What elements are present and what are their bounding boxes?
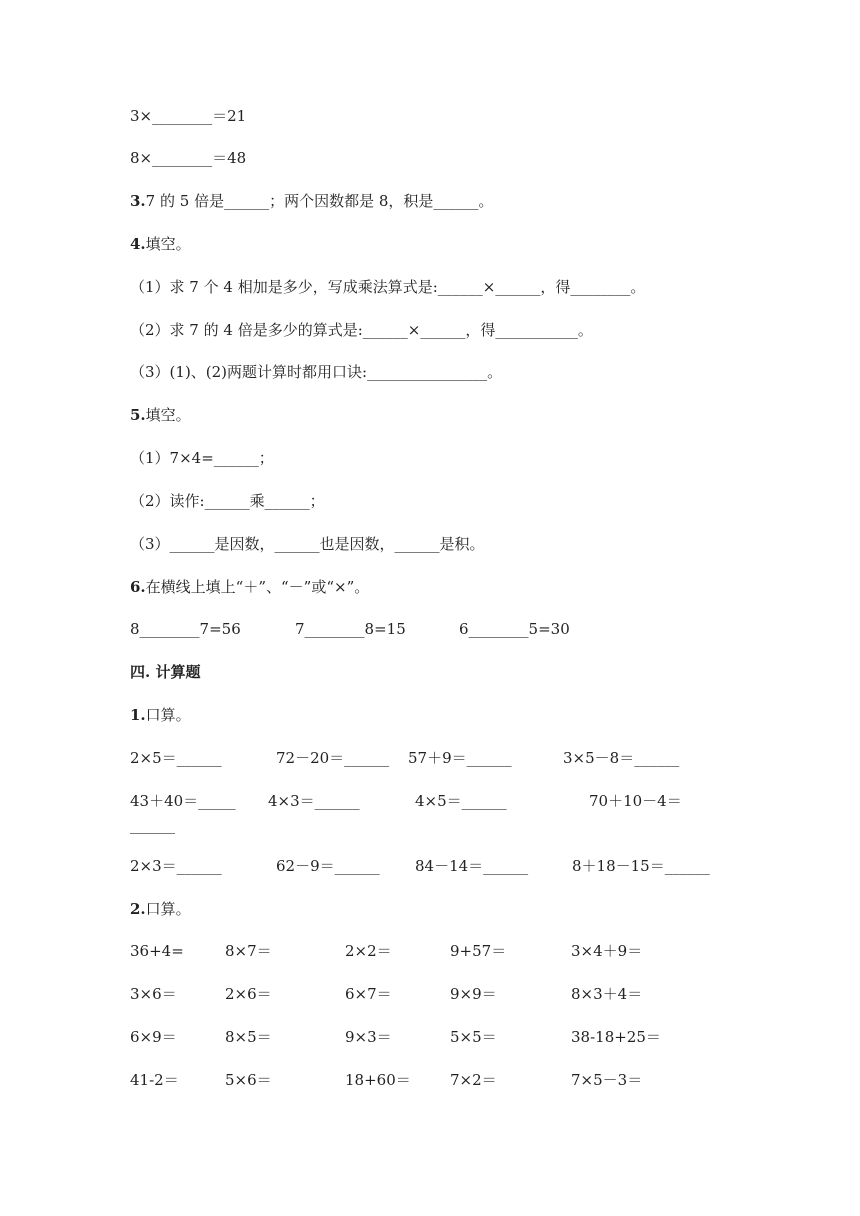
fill-op-item: 7________8=15 bbox=[295, 620, 406, 638]
equation-line-2: 8×________＝48 bbox=[130, 149, 247, 167]
oral-item: 70＋10－4＝ bbox=[589, 792, 682, 810]
question-2: 2.口算。 bbox=[130, 900, 191, 918]
equation-line-1: 3×________＝21 bbox=[130, 107, 247, 125]
fill-op-item: 8________7=56 bbox=[130, 620, 241, 638]
oral-item: 4×3＝______ bbox=[268, 792, 360, 810]
question-1: 1.口算。 bbox=[130, 706, 191, 724]
oral-grid-item: 8×3＋4＝ bbox=[571, 985, 643, 1003]
question-6: 6.在横线上填上“＋”、“－”或“×”。 bbox=[130, 578, 370, 596]
oral-item: 62－9＝______ bbox=[276, 857, 380, 875]
question-4-part-1: （1）求 7 个 4 相加是多少，写成乘法算式是:______×______，得________。 bbox=[130, 278, 646, 296]
oral-item: 2×5＝______ bbox=[130, 749, 222, 767]
oral-grid-item: 7×5－3＝ bbox=[571, 1071, 643, 1089]
question-4-part-3: （3）(1)、(2)两题计算时都用口诀:________________。 bbox=[130, 363, 503, 381]
oral-grid-item: 9+57＝ bbox=[450, 942, 507, 960]
question-number: 4. bbox=[130, 235, 146, 253]
fill-op-item: 6________5=30 bbox=[459, 620, 570, 638]
question-number: 5. bbox=[130, 406, 146, 424]
oral-grid-item: 3×6＝ bbox=[130, 985, 177, 1003]
question-3: 3.7 的 5 倍是______；两个因数都是 8，积是______。 bbox=[130, 192, 494, 210]
oral-item: 84－14＝______ bbox=[415, 857, 529, 875]
oral-grid-item: 9×9＝ bbox=[450, 985, 497, 1003]
oral-grid-item: 7×2＝ bbox=[450, 1071, 497, 1089]
oral-grid-item: 18+60＝ bbox=[345, 1071, 411, 1089]
oral-grid-item: 41-2＝ bbox=[130, 1071, 179, 1089]
oral-item: 4×5＝______ bbox=[415, 792, 507, 810]
oral-grid-item: 8×5＝ bbox=[225, 1028, 272, 1046]
oral-grid-item: 2×2＝ bbox=[345, 942, 392, 960]
question-5-part-2: （2）读作:______乘______； bbox=[130, 492, 325, 510]
oral-item: 3×5－8＝______ bbox=[563, 749, 680, 767]
question-5-part-3: （3）______是因数，______也是因数，______是积。 bbox=[130, 535, 485, 553]
oral-item: 2×3＝______ bbox=[130, 857, 222, 875]
oral-grid-item: 5×6＝ bbox=[225, 1071, 272, 1089]
oral-item: 8＋18－15＝______ bbox=[572, 857, 710, 875]
oral-grid-item: 38-18+25＝ bbox=[571, 1028, 661, 1046]
question-number: 3. bbox=[130, 192, 146, 210]
oral-grid-item: 2×6＝ bbox=[225, 985, 272, 1003]
oral-item: 72－20＝______ bbox=[276, 749, 390, 767]
question-5: 5.填空。 bbox=[130, 406, 191, 424]
question-number: 6. bbox=[130, 578, 146, 596]
oral-item: 43＋40＝_____ bbox=[130, 792, 236, 810]
oral-grid-item: 36+4= bbox=[130, 942, 184, 960]
oral-grid-item: 3×4＋9＝ bbox=[571, 942, 643, 960]
section-heading: 四. 计算题 bbox=[130, 663, 201, 681]
oral-grid-item: 6×9＝ bbox=[130, 1028, 177, 1046]
oral-grid-item: 6×7＝ bbox=[345, 985, 392, 1003]
question-4: 4.填空。 bbox=[130, 235, 191, 253]
question-number: 2. bbox=[130, 900, 146, 918]
oral-item-wrap: ______ bbox=[130, 816, 175, 834]
oral-grid-item: 5×5＝ bbox=[450, 1028, 497, 1046]
oral-item: 57＋9＝______ bbox=[408, 749, 512, 767]
question-number: 1. bbox=[130, 706, 146, 724]
oral-grid-item: 9×3＝ bbox=[345, 1028, 392, 1046]
question-5-part-1: （1）7×4=______； bbox=[130, 449, 274, 467]
oral-grid-item: 8×7＝ bbox=[225, 942, 272, 960]
question-4-part-2: （2）求 7 的 4 倍是多少的算式是:______×______，得___________。 bbox=[130, 321, 593, 339]
